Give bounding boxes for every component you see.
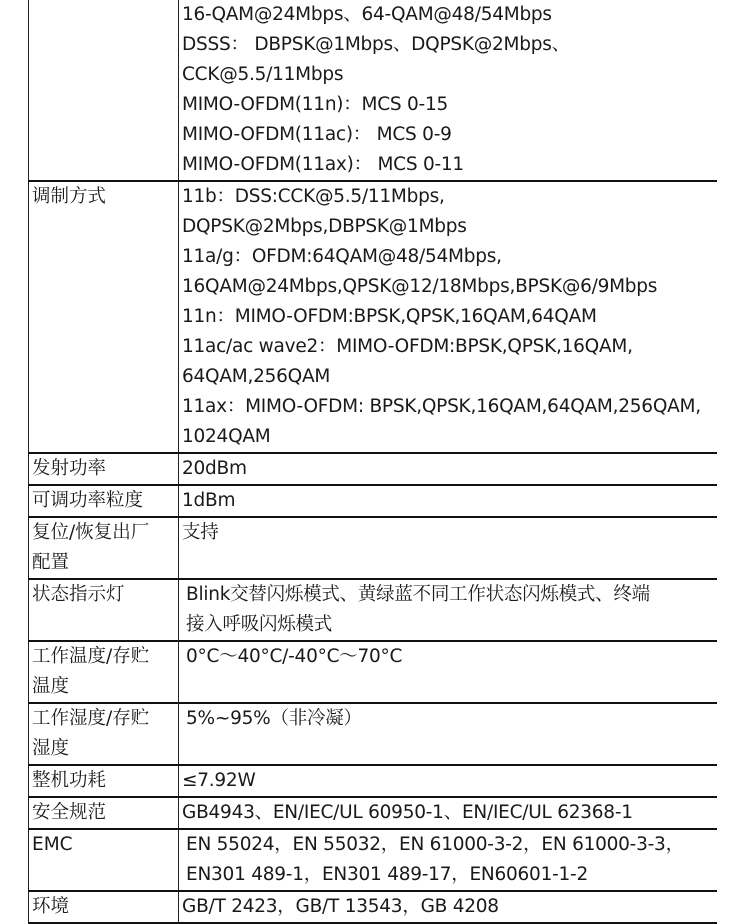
- row-value: GB/T 2423，GB/T 13543，GB 4208: [182, 896, 499, 917]
- table-row: [29, 0, 718, 181]
- row-value: 20dBm: [182, 458, 247, 479]
- table-row: [29, 579, 718, 641]
- table-row: [29, 453, 718, 485]
- row-label: 可调功率粒度: [29, 485, 179, 517]
- spec-table: [28, 0, 717, 924]
- row-label: 状态指示灯: [29, 579, 179, 641]
- row-label: 整机功耗: [29, 765, 179, 797]
- row-value: 0°C～40°C/-40°C～70°C: [186, 646, 403, 667]
- row-value: 16-QAM@24Mbps、64-QAM@48/54Mbps DSSS： DBPSK@1Mbps、DQPSK@2Mbps、 CCK@5.5/11Mbps MIMO-OFDM(11n)：MCS 0-15 MIMO-OFDM(11ac)： MCS 0-9 MIMO-OFDM(11ax)： MCS 0-11: [182, 4, 570, 175]
- table-row: [29, 891, 718, 923]
- row-label: EMC: [29, 829, 179, 891]
- table-row: [29, 765, 718, 797]
- row-value: Blink交替闪烁模式、黄绿蓝不同工作状态闪烁模式、终端 接入呼吸闪烁模式: [186, 584, 650, 635]
- row-value: 支持: [182, 522, 219, 543]
- table-row: [29, 829, 718, 891]
- row-label: 安全规范: [29, 797, 179, 829]
- row-label: 发射功率: [29, 453, 179, 485]
- row-label: 工作温度/存贮 温度: [29, 641, 179, 703]
- row-value: ≤7.92W: [182, 770, 256, 791]
- row-value: GB4943、EN/IEC/UL 60950-1、EN/IEC/UL 62368-1: [182, 802, 633, 823]
- row-label: 环境: [29, 891, 179, 923]
- table-row: [29, 517, 718, 579]
- row-label: [29, 0, 179, 181]
- row-label: 工作湿度/存贮 湿度: [29, 703, 179, 765]
- table-row: [29, 641, 718, 703]
- row-value: 11b：DSS:CCK@5.5/11Mbps, DQPSK@2Mbps,DBPSK@1Mbps 11a/g：OFDM:64QAM@48/54Mbps, 16QAM@24Mbps,QPSK@12/18Mbps,BPSK@6/9Mbps 11n：MIMO-OFDM:BPSK,QPSK,16QAM,64QAM 11ac/ac wave2：MIMO-OFDM:BPSK,QPSK,16QAM, 64QAM,256QAM 11ax：MIMO-OFDM: BPSK,QPSK,16QAM,64QAM,256QAM, 1024QAM: [182, 186, 701, 447]
- table-row: [29, 485, 718, 517]
- table-row: [29, 797, 718, 829]
- row-value: 5%~95%（非冷凝）: [186, 708, 362, 729]
- row-value: EN 55024，EN 55032，EN 61000-3-2，EN 61000-3-3， EN301 489-1，EN301 489-17，EN60601-1-2: [186, 834, 684, 885]
- row-value: 1dBm: [182, 490, 236, 511]
- table-row: [29, 703, 718, 765]
- table-row: [29, 181, 718, 453]
- row-label: 调制方式: [29, 181, 179, 453]
- row-label: 复位/恢复出厂 配置: [29, 517, 179, 579]
